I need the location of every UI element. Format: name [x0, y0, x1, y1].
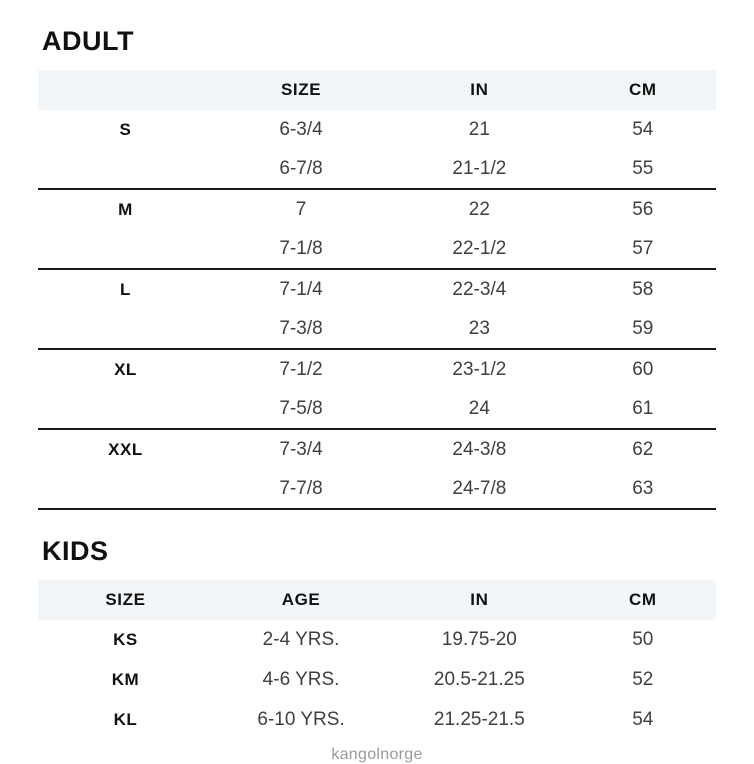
size-cell: 7-7/8	[279, 477, 323, 499]
site-watermark: kangolnorge	[331, 746, 423, 763]
age-cell: 2-4 YRS.	[262, 629, 340, 650]
kids-header-row	[38, 580, 716, 620]
kids-header-in: IN	[470, 590, 489, 609]
adult-group-l	[38, 269, 716, 349]
kids-size-label: KS	[113, 630, 138, 649]
group-label: XXL	[108, 439, 143, 459]
kids-size-table	[38, 580, 716, 740]
cm-cell: 60	[632, 358, 654, 380]
in-cell: 24-3/8	[452, 438, 507, 460]
adult-group-xxl	[38, 429, 716, 509]
in-cell: 19.75-20	[441, 629, 517, 650]
adult-size-table	[38, 70, 716, 510]
table-row	[38, 229, 716, 269]
cm-cell: 54	[632, 118, 654, 140]
table-row	[38, 149, 716, 189]
group-label-blank	[38, 309, 213, 349]
size-cell: 7-3/8	[279, 317, 323, 339]
size-cell: 7-1/8	[279, 237, 323, 259]
in-cell: 22-1/2	[452, 237, 507, 259]
in-cell: 21	[468, 118, 490, 140]
size-cell: 7	[295, 198, 307, 220]
in-cell: 23	[468, 317, 490, 339]
age-cell: 6-10 YRS.	[257, 709, 345, 730]
adult-header-blank	[38, 70, 213, 110]
in-cell: 22-3/4	[452, 278, 507, 300]
adult-group-s	[38, 110, 716, 189]
group-label-blank	[38, 229, 213, 269]
in-cell: 24	[468, 397, 490, 419]
kids-header-size: SIZE	[105, 590, 146, 609]
group-label-blank	[38, 469, 213, 509]
cm-cell: 62	[632, 438, 654, 460]
in-cell: 21-1/2	[452, 157, 507, 179]
adult-header-size: SIZE	[280, 80, 322, 99]
table-row	[38, 110, 716, 149]
size-cell: 7-5/8	[279, 397, 323, 419]
cm-cell: 58	[632, 278, 654, 300]
in-cell: 23-1/2	[452, 358, 507, 380]
table-row	[38, 429, 716, 469]
table-row	[38, 469, 716, 509]
group-label: M	[118, 199, 133, 219]
adult-header-cm: CM	[628, 80, 657, 99]
table-row	[38, 389, 716, 429]
group-label-blank	[38, 389, 213, 429]
group-label: S	[119, 119, 132, 139]
in-cell: 20.5-21.25	[433, 669, 525, 690]
size-cell: 7-1/4	[279, 278, 323, 300]
kids-section-title: KIDS	[42, 536, 109, 566]
size-cell: 7-3/4	[279, 438, 323, 460]
cm-cell: 59	[632, 317, 654, 339]
table-row	[38, 269, 716, 309]
size-cell: 6-3/4	[279, 118, 323, 140]
in-cell: 22	[468, 198, 490, 220]
cm-cell: 50	[632, 629, 654, 650]
group-label-blank	[38, 149, 213, 189]
cm-cell: 52	[632, 669, 654, 690]
cm-cell: 56	[632, 198, 654, 220]
table-row	[38, 700, 716, 740]
kids-header-cm: CM	[628, 590, 657, 609]
cm-cell: 54	[632, 709, 654, 730]
kids-size-label: KL	[113, 710, 138, 729]
size-cell: 7-1/2	[279, 358, 323, 380]
table-row	[38, 309, 716, 349]
cm-cell: 57	[632, 237, 654, 259]
adult-section-title: ADULT	[42, 26, 134, 56]
group-label: XL	[114, 359, 137, 379]
table-row	[38, 620, 716, 660]
adult-header-row	[38, 70, 716, 110]
adult-header-in: IN	[470, 80, 489, 99]
age-cell: 4-6 YRS.	[262, 669, 340, 690]
in-cell: 21.25-21.5	[433, 709, 525, 730]
adult-group-xl	[38, 349, 716, 429]
table-row	[38, 189, 716, 229]
size-cell: 6-7/8	[279, 157, 323, 179]
kids-size-label: KM	[111, 670, 140, 689]
kids-header-age: AGE	[281, 590, 321, 609]
cm-cell: 63	[632, 477, 654, 499]
table-row	[38, 349, 716, 389]
adult-group-m	[38, 189, 716, 269]
group-label: L	[120, 279, 131, 299]
cm-cell: 55	[632, 157, 654, 179]
cm-cell: 61	[632, 397, 654, 419]
table-row	[38, 660, 716, 700]
in-cell: 24-7/8	[452, 477, 507, 499]
